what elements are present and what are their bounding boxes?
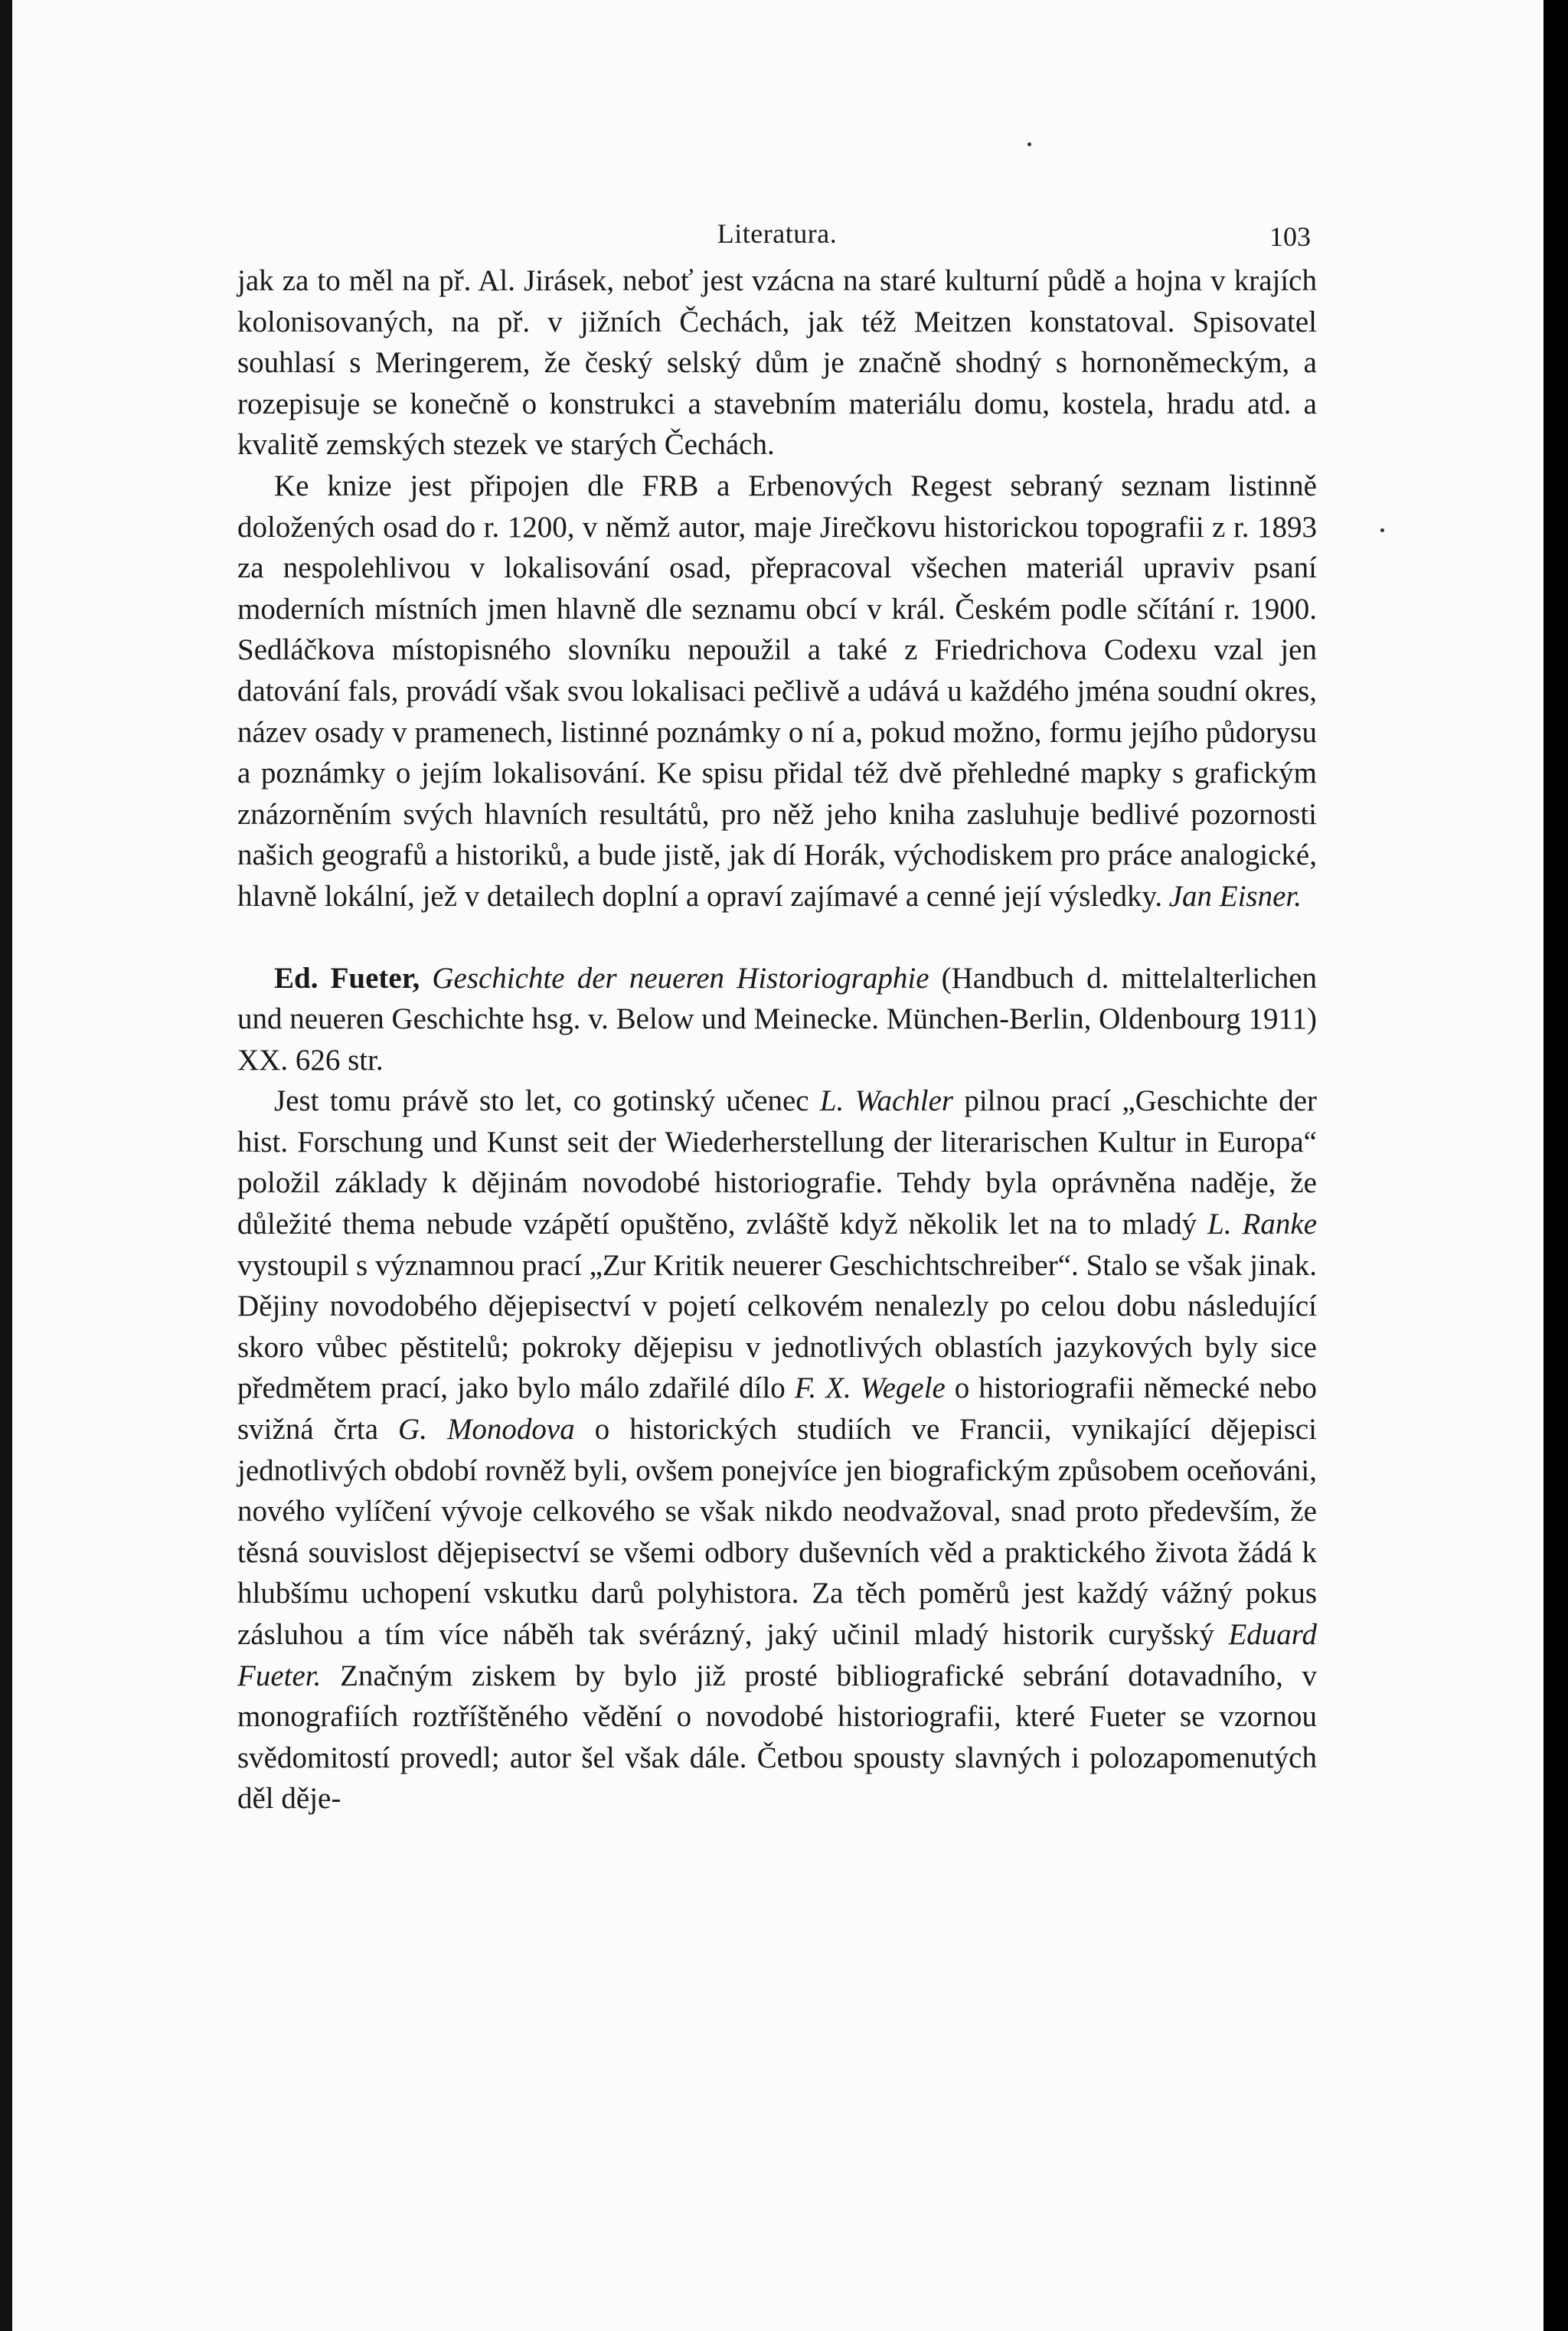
paragraph-continued: jak za to měl na př. Al. Jirásek, neboť jest vzácna na staré kulturní půdě a hojna v krajích kolonisovaných, na př. v jižních Čechách, jak též Meitzen konstatoval. Spisovatel souhlasí s Meringerem, že český selský dům je značně shodný s hornoněmeckým, a rozepisuje se konečně o konstrukci a stavebním materiálu domu, kostela, hradu atd. a kvalitě zemských stezek ve starých Čechách. bbox=[237, 264, 1317, 462]
signature: Jan Eisner. bbox=[1168, 879, 1302, 913]
person-name: L. Wachler bbox=[819, 1084, 954, 1118]
review-title: Geschichte der neueren Historiographie bbox=[432, 961, 929, 995]
page-content bbox=[237, 207, 1317, 1819]
text-run: Jest tomu právě sto let, co gotinský učenec bbox=[274, 1084, 809, 1118]
text-run: vystoupil s významnou prací „Zur Kritik neuerer Geschichtschreiber“. Stalo se však jinak. Dějiny novodobého dějepisectví v pojetí celkovém nenalezly po celou dobu následující skoro vůbec pěstitelů; pokroky dějepisu v jednotlivých oblastích jazykových byly sice předmětem prací, jako bylo málo zdařilé dílo bbox=[237, 1248, 1317, 1405]
page-number: 103 bbox=[1269, 221, 1311, 252]
paragraph bbox=[237, 1080, 1317, 1819]
speck bbox=[1027, 142, 1031, 146]
paragraph: Ke knize jest připojen dle FRB a Erbenových Regest sebraný seznam listinně doložených osad do r. 1200, v němž autor, maje Jirečkovu historickou topografii z r. 1893 za nespolehlivou v lokalisování osad, přepracoval všechen materiál upraviv psaní moderních místních jmen hlavně dle seznamu obcí v král. Českém podle sčítání r. 1900. Sedláčkova místopisného slovníku nepoužil a také z Friedrichova Codexu vzal jen datování fals, provádí však svou lokalisaci pečlivě a udává u každého jména soudní okres, název osady v pramenech, listinné poznámky o ní a, pokud možno, formu jejího půdorysu a poznámky o jejím lokalisování. Ke spisu přidal též dvě přehledné mapky s grafickým znázorněním svých hlavních resultátů, pro něž jeho kniha zasluhuje bedlivé pozornosti našich geografů a historiků, a bude jistě, jak dí Horák, východiskem pro práce analogické, hlavně lokální, jež v detailech doplní a opraví zajímavé a cenné její výsledky. bbox=[237, 469, 1317, 913]
person-name: F. X. Wegele bbox=[794, 1371, 946, 1405]
review-author: Ed. Fueter, bbox=[274, 961, 420, 995]
text-run: o historiografii německé nebo svižná črta bbox=[237, 1371, 1318, 1447]
text-run: Značným ziskem by bylo již prosté bibliografické sebrání dotavadního, v monografiích roztříštěného vědění o novodobé historiografii, které Fueter se vzornou svědomitostí provedl; autor šel však dále. Četbou spousty slavných i polozapomenutých děl děje- bbox=[237, 1659, 1318, 1816]
header-title: Literatura. bbox=[717, 218, 838, 249]
section-gap bbox=[237, 917, 1317, 958]
text-run: o historických studiích ve Francii, vynikající dějepisci jednotlivých období rovněž byli, ovšem ponejvíce jen biografickým způsobem oceňováni, nového vylíčení vývoje celkového se však nikdo neodvažoval, snad proto především, že těsná souvislost dějepisectví se všemi odbory duševních věd a praktického života žádá k hlubšímu uchopení vskutku darů polyhistora. Za těch poměrů jest každý vážný pokus zásluhou a tím více náběh tak svérázný, jaký učinil mladý historik curyšský bbox=[237, 1413, 1318, 1651]
person-name: G. Monodova bbox=[398, 1413, 575, 1447]
person-name: Eduard Fueter. bbox=[237, 1618, 1318, 1692]
review-details: (Handbuch d. mittelalterlichen und neueren Geschichte hsg. v. Below und Meinecke. München-Berlin, Oldenbourg 1911) XX. 626 str. bbox=[237, 961, 1318, 1077]
scan-edge bbox=[0, 0, 12, 2331]
text-run: pilnou prací „Geschichte der hist. Forschung und Kunst seit der Wiederherstellung der literarischen Kultur in Europa“ položil základy k dějinám novodobé historiografie. Tehdy byla oprávněna naděje, že důležité thema nebude vzápětí opuštěno, zvláště když několik let na to mladý bbox=[237, 1084, 1318, 1241]
body-text bbox=[237, 260, 1317, 1819]
review-heading bbox=[237, 958, 1317, 1081]
running-header bbox=[237, 207, 1317, 260]
speck bbox=[1380, 528, 1384, 532]
person-name: L. Ranke bbox=[1207, 1208, 1318, 1241]
book-page bbox=[12, 0, 1544, 2331]
